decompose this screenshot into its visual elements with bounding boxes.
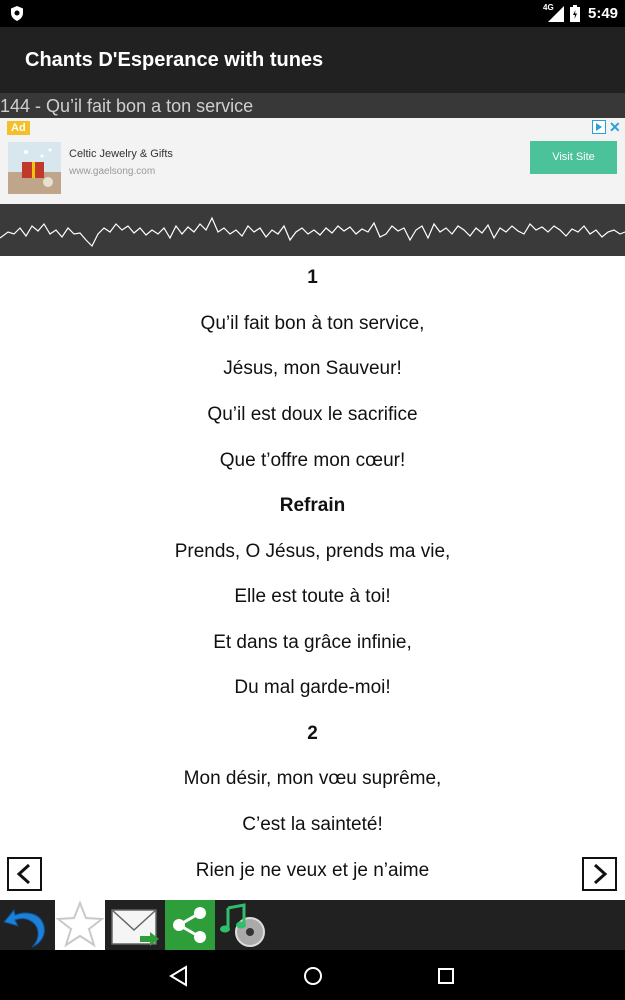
undo-button[interactable] <box>0 900 50 950</box>
shield-icon <box>10 6 24 21</box>
lyric-line: Qu’il fait bon à ton service, <box>200 313 425 334</box>
song-title-bar <box>0 93 625 118</box>
ad-thumbnail[interactable] <box>8 142 61 194</box>
chevron-left-icon <box>14 864 35 884</box>
status-bar <box>0 0 625 27</box>
star-icon <box>55 900 105 950</box>
email-icon <box>110 900 160 950</box>
play-tune-button[interactable] <box>220 900 270 950</box>
previous-song-button[interactable] <box>7 857 42 891</box>
app-bar <box>0 27 625 93</box>
back-icon[interactable] <box>167 964 191 988</box>
audio-waveform[interactable] <box>0 204 625 256</box>
verse-number: 1 <box>307 267 318 288</box>
lyric-line: Mon désir, mon vœu suprême, <box>183 768 442 789</box>
battery-icon <box>570 5 580 22</box>
lyric-line: C’est la sainteté! <box>242 814 383 835</box>
music-icon <box>220 900 270 950</box>
lyric-line: Jésus, mon Sauveur! <box>223 358 402 379</box>
email-button[interactable] <box>110 900 160 950</box>
recents-icon[interactable] <box>434 964 458 988</box>
song-title: 144 - Qu’il fait bon a ton service <box>0 96 254 116</box>
lyric-line: Qu’il est doux le sacrifice <box>207 404 418 425</box>
home-icon[interactable] <box>301 964 325 988</box>
share-button[interactable] <box>165 900 215 950</box>
network-type: 4G <box>543 3 554 12</box>
adchoices-icon[interactable] <box>592 120 606 134</box>
close-ad-icon[interactable]: ✕ <box>609 119 621 135</box>
lyric-line: Rien je ne veux et je n’aime <box>195 860 430 881</box>
lyric-line: Prends, O Jésus, prends ma vie, <box>174 541 451 562</box>
lyric-line: Que t’offre mon cœur! <box>219 450 406 471</box>
ad-badge: Ad <box>7 121 30 135</box>
verse-number: 2 <box>307 723 318 744</box>
ad-url[interactable]: www.gaelsong.com <box>69 166 156 177</box>
lyric-line: Du mal garde-moi! <box>234 677 391 698</box>
share-icon <box>165 900 215 950</box>
lyric-line: Elle est toute à toi! <box>234 586 391 607</box>
app-title: Chants D'Esperance with tunes <box>25 49 324 71</box>
lyrics-panel[interactable] <box>0 256 625 900</box>
next-song-button[interactable] <box>582 857 617 891</box>
visit-site-button[interactable]: Visit Site <box>530 141 617 174</box>
bottom-toolbar <box>0 900 625 950</box>
refrain-heading: Refrain <box>279 495 346 516</box>
ad-title[interactable]: Celtic Jewelry & Gifts <box>69 148 173 160</box>
system-nav-bar <box>0 950 625 1000</box>
waveform-icon <box>0 204 625 256</box>
clock: 5:49 <box>588 5 619 22</box>
signal-icon <box>544 4 564 22</box>
undo-icon <box>0 900 50 950</box>
favorite-button[interactable] <box>55 900 105 950</box>
lyric-line: Et dans ta grâce infinie, <box>213 632 412 653</box>
chevron-right-icon <box>589 864 610 884</box>
ad-banner[interactable] <box>0 118 625 204</box>
